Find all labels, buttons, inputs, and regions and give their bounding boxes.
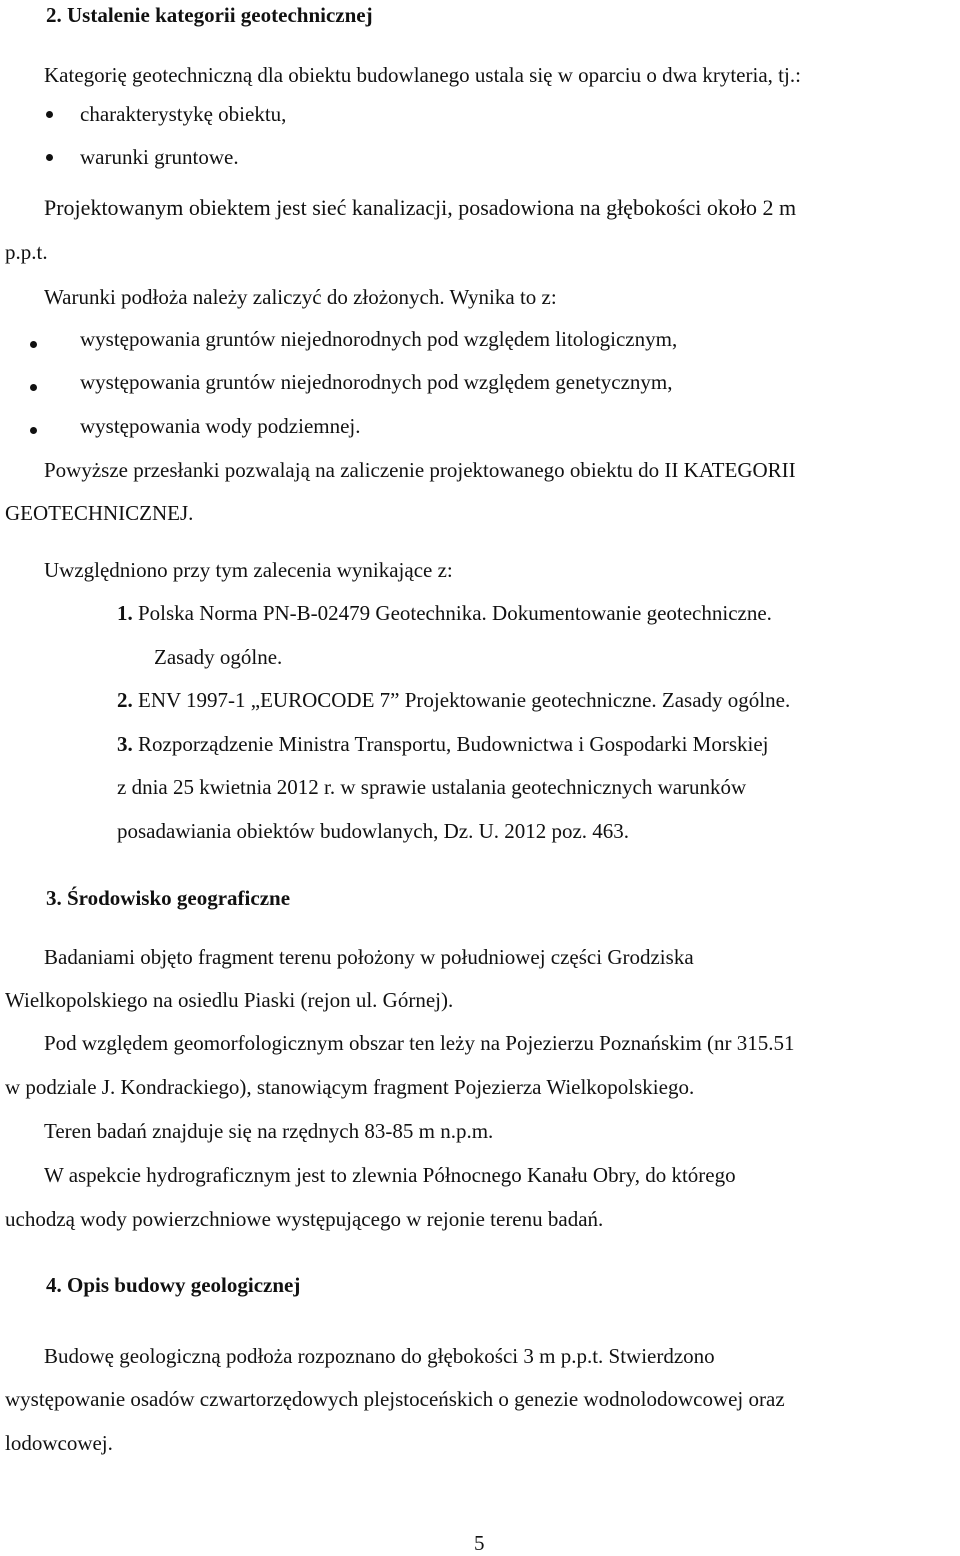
bullet-icon — [30, 341, 37, 348]
reference-text: Rozporządzenie Ministra Transportu, Budownictwa i Gospodarki Morskiej — [138, 732, 769, 756]
page-number: 5 — [474, 1531, 485, 1555]
section-2-paragraph-3: Powyższe przesłanki pozwalają na zaliczenie projektowanego obiektu do II KATEGORII — [44, 458, 796, 482]
reference-number: 1. — [117, 601, 133, 625]
criterion-item: charakterystykę obiektu, — [80, 102, 287, 126]
section-4-number: 4. — [46, 1273, 62, 1297]
bullet-icon — [46, 154, 53, 161]
reference-text: Polska Norma PN-B-02479 Geotechnika. Dokumentowanie geotechniczne. — [138, 601, 772, 625]
reference-number: 3. — [117, 732, 133, 756]
bullet-icon — [46, 111, 53, 118]
reference-item-1 — [117, 600, 772, 626]
section-3-paragraph-2: Pod względem geomorfologicznym obszar ten leży na Pojezierzu Poznańskim (nr 315.51 — [44, 1031, 795, 1055]
section-3-title: Środowisko geograficzne — [67, 886, 291, 910]
section-2-heading — [46, 2, 373, 28]
bullet-icon — [30, 427, 37, 434]
section-3-paragraph-1-cont: Wielkopolskiego na osiedlu Piaski (rejon ul. Górnej). — [5, 988, 454, 1012]
reference-item-3-cont: posadawiania obiektów budowlanych, Dz. U. 2012 poz. 463. — [117, 819, 630, 843]
section-3-paragraph-1: Badaniami objęto fragment terenu położony w południowej części Grodziska — [44, 945, 694, 969]
section-4-paragraph-1-cont: lodowcowej. — [5, 1431, 113, 1455]
section-2-number: 2. — [46, 3, 62, 27]
section-2-paragraph-3-cont: GEOTECHNICZNEJ. — [5, 501, 194, 525]
reason-item: występowania gruntów niejednorodnych pod względem litologicznym, — [80, 327, 678, 351]
reference-item-3 — [117, 731, 769, 757]
section-2-paragraph-4: Uwzględniono przy tym zalecenia wynikające z: — [44, 558, 453, 582]
section-2-paragraph-2: Warunki podłoża należy zaliczyć do złożonych. Wynika to z: — [44, 285, 557, 309]
section-4-paragraph-1: Budowę geologiczną podłoża rozpoznano do głębokości 3 m p.p.t. Stwierdzono — [44, 1344, 715, 1368]
section-3-number: 3. — [46, 886, 62, 910]
reason-item: występowania wody podziemnej. — [80, 414, 361, 438]
section-3-paragraph-4-cont: uchodzą wody powierzchniowe występującego w rejonie terenu badań. — [5, 1207, 604, 1231]
criterion-item: warunki gruntowe. — [80, 145, 239, 169]
section-3-paragraph-4: W aspekcie hydrograficznym jest to zlewnia Północnego Kanału Obry, do którego — [44, 1163, 736, 1187]
reason-item: występowania gruntów niejednorodnych pod względem genetycznym, — [80, 370, 673, 394]
section-2-title: Ustalenie kategorii geotechnicznej — [67, 3, 373, 27]
bullet-icon — [30, 384, 37, 391]
reference-item-2 — [117, 687, 790, 713]
reference-number: 2. — [117, 688, 133, 712]
reference-text: ENV 1997-1 „EUROCODE 7” Projektowanie geotechniczne. Zasady ogólne. — [138, 688, 791, 712]
section-4-heading — [46, 1272, 300, 1298]
reference-item-1-cont: Zasady ogólne. — [154, 645, 283, 669]
section-4-title: Opis budowy geologicznej — [67, 1273, 301, 1297]
section-2-paragraph-1: Projektowanym obiektem jest sieć kanalizacji, posadowiona na głębokości około 2 m — [44, 195, 797, 220]
reference-item-3-cont: z dnia 25 kwietnia 2012 r. w sprawie ustalania geotechnicznych warunków — [117, 775, 747, 799]
section-3-heading — [46, 885, 290, 911]
section-2-paragraph-1-cont: p.p.t. — [5, 240, 48, 264]
section-2-intro: Kategorię geotechniczną dla obiektu budowlanego ustala się w oparciu o dwa kryteria, tj.: — [44, 63, 801, 87]
section-4-paragraph-1-cont: występowanie osadów czwartorzędowych plejstoceńskich o genezie wodnolodowcowej oraz — [5, 1387, 785, 1411]
section-3-paragraph-2-cont: w podziale J. Kondrackiego), stanowiącym fragment Pojezierza Wielkopolskiego. — [5, 1075, 695, 1099]
section-3-paragraph-3: Teren badań znajduje się na rzędnych 83-85 m n.p.m. — [44, 1119, 494, 1143]
